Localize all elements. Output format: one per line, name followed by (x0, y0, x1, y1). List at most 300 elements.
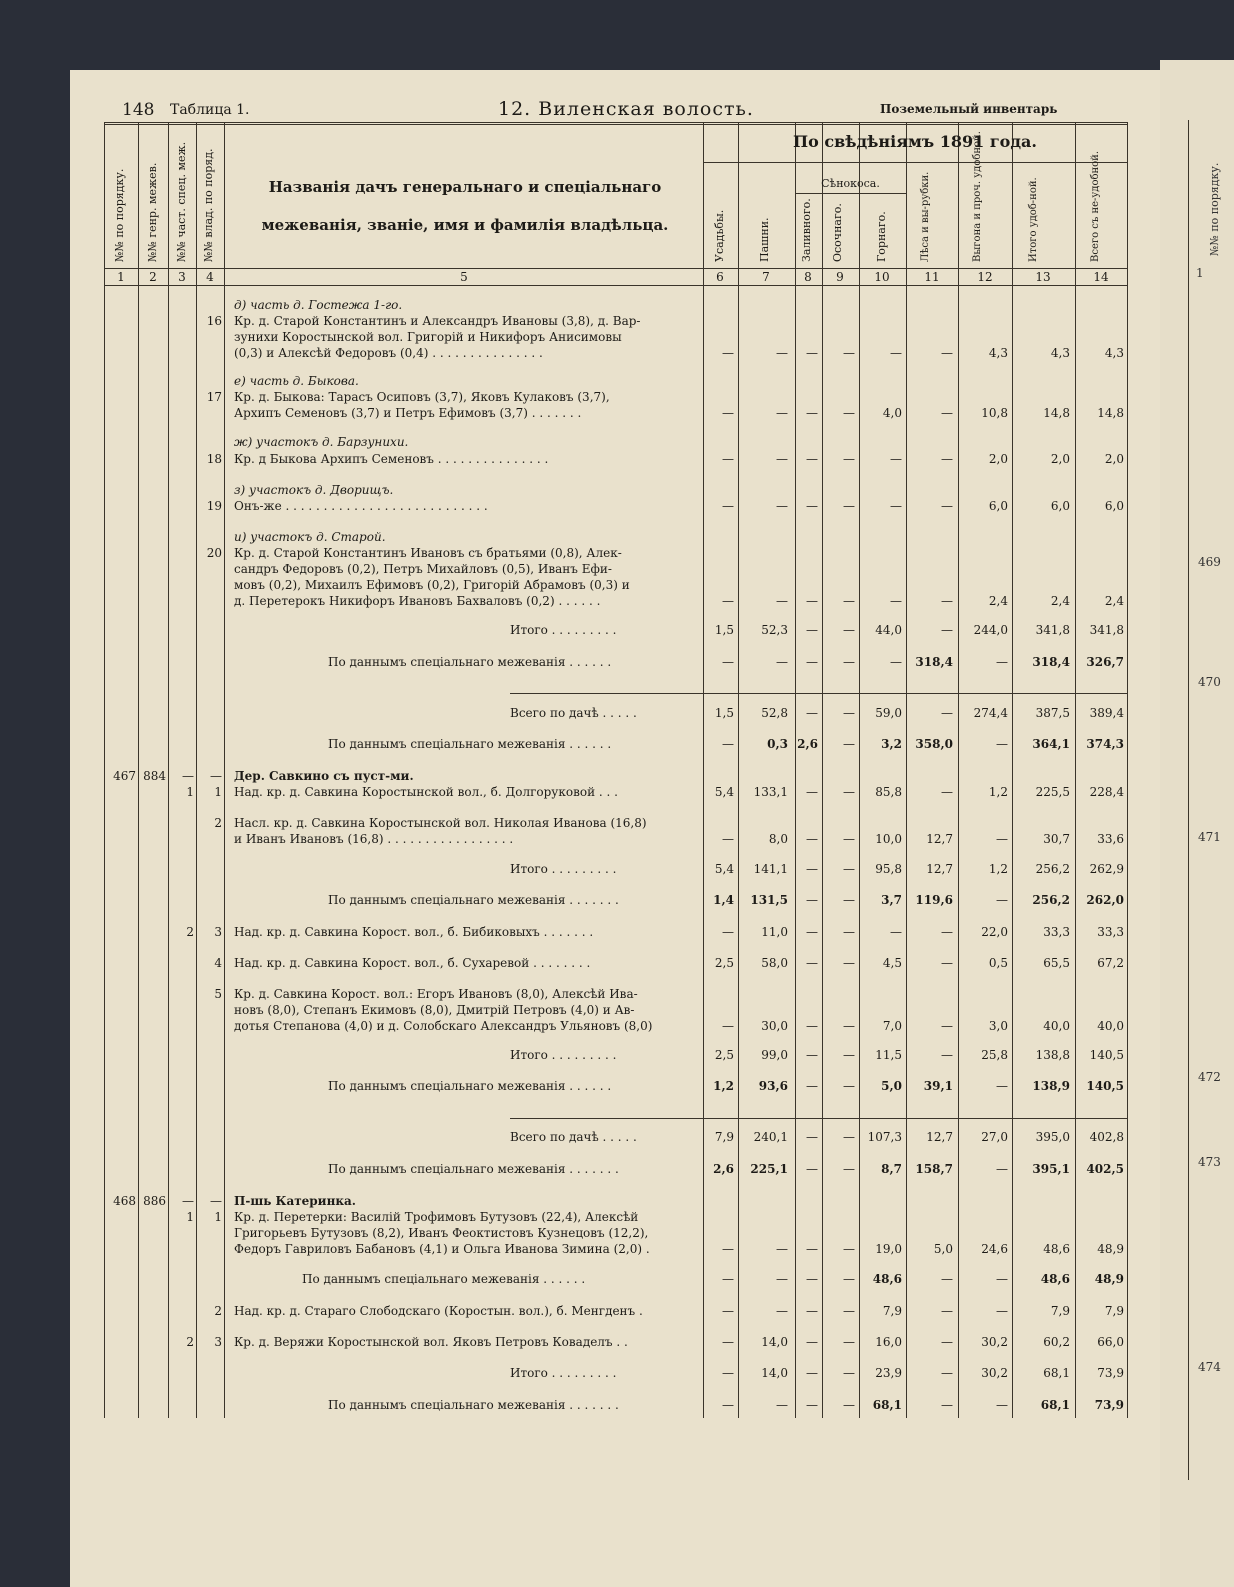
spec-no: 1 (186, 1210, 194, 1224)
value-cell: 68,1 (872, 1398, 902, 1412)
value-cell: — (941, 594, 953, 608)
column-rule (168, 122, 169, 1418)
value-cell: — (806, 346, 818, 360)
value-cell: — (843, 1366, 855, 1380)
value-cell: — (941, 1304, 953, 1318)
value-cell: 374,3 (1086, 737, 1124, 751)
entry-text: По даннымъ спеціальнаго межеванія . . . . . . . (328, 893, 619, 907)
row-no: 467 (113, 769, 136, 783)
value-cell: — (806, 594, 818, 608)
value-cell: — (722, 1366, 734, 1380)
value-cell: 158,7 (915, 1162, 953, 1176)
entry-text: Всего по дачѣ . . . . . (510, 1130, 637, 1144)
value-cell: 10,8 (981, 406, 1008, 420)
colhead-c5: Названія дачъ генеральнаго и спеціальнаго межеванія, званіе, имя и фамилія владѣльца. (261, 178, 669, 234)
colhead-c1: №№ по порядку. (113, 168, 126, 262)
value-cell: 262,0 (1086, 893, 1124, 907)
column-rule (196, 122, 197, 1418)
value-cell: 7,9 (714, 1130, 734, 1144)
owner-no: — (210, 1194, 222, 1208)
value-cell: — (806, 862, 818, 876)
value-cell: 7,0 (882, 1019, 902, 1033)
value-cell: — (941, 346, 953, 360)
value-cell: 12,7 (926, 862, 953, 876)
value-cell: 318,4 (915, 655, 953, 669)
entry-text: Онъ-же . . . . . . . . . . . . . . . . . . . . . . . . . . . (234, 499, 488, 513)
value-cell: 140,5 (1089, 1048, 1124, 1062)
entry-text: д) часть д. Гостежа 1-го. (234, 298, 403, 312)
value-cell: 326,7 (1086, 655, 1124, 669)
value-cell: — (776, 1398, 788, 1412)
spec-no: 2 (186, 1335, 194, 1349)
value-cell: — (722, 1335, 734, 1349)
value-cell: 16,0 (875, 1335, 902, 1349)
value-cell: — (806, 1130, 818, 1144)
value-cell: — (806, 1162, 818, 1176)
value-cell: 3,7 (881, 893, 902, 907)
value-cell: 240,1 (753, 1130, 788, 1144)
owner-no: — (210, 769, 222, 783)
value-cell: — (722, 925, 734, 939)
value-cell: — (722, 737, 734, 751)
value-cell: 33,3 (1043, 925, 1070, 939)
owner-no: 3 (214, 1335, 222, 1349)
value-cell: — (941, 623, 953, 637)
value-cell: — (996, 655, 1008, 669)
next-page-colhead: №№ по порядку. (1208, 162, 1221, 256)
group-rule (703, 162, 1127, 163)
value-cell: — (776, 655, 788, 669)
value-cell: 30,2 (981, 1335, 1008, 1349)
value-cell: — (843, 406, 855, 420)
value-cell: 25,8 (981, 1048, 1008, 1062)
value-cell: — (843, 1335, 855, 1349)
entry-text: Кр. д. Старой Константинъ и Александръ Ивановы (3,8), д. Вар- (234, 314, 641, 328)
value-cell: 95,8 (875, 862, 902, 876)
value-cell: 4,5 (882, 956, 902, 970)
entry-text: Кр. д. Старой Константинъ Ивановъ съ братьями (0,8), Алек- (234, 546, 622, 560)
entry-text: ж) участокъ д. Барзунихи. (234, 435, 409, 449)
value-cell: 7,9 (1050, 1304, 1070, 1318)
value-cell: — (843, 1272, 855, 1286)
value-cell: 30,7 (1043, 832, 1070, 846)
value-cell: — (941, 1366, 953, 1380)
value-cell: 1,5 (714, 706, 734, 720)
value-cell: 225,5 (1035, 785, 1070, 799)
entry-text: Федоръ Гавриловъ Бабановъ (4,1) и Ольга Иванова Зимина (2,0) . (234, 1242, 650, 1256)
owner-no: 20 (206, 546, 222, 560)
value-cell: 6,0 (1104, 499, 1124, 513)
value-cell: 107,3 (867, 1130, 902, 1144)
value-cell: — (806, 623, 818, 637)
value-cell: — (806, 1398, 818, 1412)
value-cell: 358,0 (915, 737, 953, 751)
value-cell: 140,5 (1086, 1079, 1124, 1093)
column-rule (1127, 122, 1128, 1418)
value-cell: 33,3 (1097, 925, 1124, 939)
value-cell: — (941, 706, 953, 720)
next-page-row-no: 473 (1198, 1155, 1221, 1169)
value-cell: 23,9 (875, 1366, 902, 1380)
value-cell: — (806, 893, 818, 907)
colnum: 1 (117, 270, 125, 284)
value-cell: — (806, 1242, 818, 1256)
entry-text: з) участокъ д. Дворищъ. (234, 483, 394, 497)
colhead-c12: Выгона и проч. удобной. (972, 131, 983, 262)
value-cell: — (941, 785, 953, 799)
value-cell: — (941, 1272, 953, 1286)
colhead-c6: Усадьбы. (713, 209, 726, 262)
value-cell: 93,6 (758, 1079, 788, 1093)
owner-no: 5 (214, 987, 222, 1001)
value-cell: — (843, 737, 855, 751)
value-cell: 59,0 (875, 706, 902, 720)
column-rule (1075, 122, 1076, 1418)
page-number: 148 (122, 100, 155, 120)
value-cell: — (806, 1335, 818, 1349)
value-cell: — (806, 452, 818, 466)
value-cell: 11,5 (875, 1048, 902, 1062)
value-cell: 387,5 (1035, 706, 1070, 720)
column-rule (906, 122, 907, 1418)
value-cell: 1,4 (713, 893, 734, 907)
spec-no: 1 (186, 785, 194, 799)
value-cell: 67,2 (1097, 956, 1124, 970)
next-page-row-no: 471 (1198, 830, 1221, 844)
colnum: 5 (460, 270, 468, 284)
value-cell: 133,1 (753, 785, 788, 799)
value-cell: 12,7 (926, 832, 953, 846)
column-rule (104, 122, 105, 1418)
colhead-hay: Сѣнокоса. (821, 177, 880, 190)
header-bottom-rule (104, 268, 1127, 269)
column-rule (958, 122, 959, 1418)
value-cell: 1,2 (988, 862, 1008, 876)
entry-text: Итого . . . . . . . . . (510, 1048, 617, 1062)
value-cell: 4,3 (988, 346, 1008, 360)
entry-text: (0,3) и Алексѣй Федоровъ (0,4) . . . . . . . . . . . . . . . (234, 346, 543, 360)
value-cell: — (843, 1398, 855, 1412)
value-cell: 14,8 (1043, 406, 1070, 420)
value-cell: — (843, 1304, 855, 1318)
value-cell: 66,0 (1097, 1335, 1124, 1349)
next-page-colnum: 1 (1196, 266, 1204, 280)
value-cell: 48,6 (1040, 1272, 1070, 1286)
entry-text: и) участокъ д. Старой. (234, 530, 386, 544)
value-cell: — (722, 452, 734, 466)
value-cell: 5,4 (714, 785, 734, 799)
value-cell: 14,0 (761, 1366, 788, 1380)
value-cell: — (941, 1398, 953, 1412)
value-cell: — (843, 706, 855, 720)
value-cell: 85,8 (875, 785, 902, 799)
colhead-c13: Итого удоб-ной. (1028, 177, 1039, 262)
column-rule (703, 122, 704, 1418)
value-cell: — (722, 832, 734, 846)
value-cell: — (996, 1272, 1008, 1286)
value-cell: 48,9 (1094, 1272, 1124, 1286)
value-cell: 2,6 (713, 1162, 734, 1176)
value-cell: — (722, 655, 734, 669)
value-cell: 68,1 (1040, 1398, 1070, 1412)
entry-text: д. Перетерокъ Никифоръ Ивановъ Бахваловъ (0,2) . . . . . . (234, 594, 601, 608)
value-cell: 6,0 (988, 499, 1008, 513)
value-cell: 48,9 (1097, 1242, 1124, 1256)
value-cell: — (890, 925, 902, 939)
value-cell: — (941, 1019, 953, 1033)
value-cell: 0,3 (767, 737, 788, 751)
value-cell: — (843, 594, 855, 608)
entry-text: По даннымъ спеціальнаго межеванія . . . . . . . (328, 1398, 619, 1412)
value-cell: 119,6 (915, 893, 953, 907)
gen-no: 884 (143, 769, 166, 783)
value-cell: — (996, 1398, 1008, 1412)
value-cell: — (722, 1242, 734, 1256)
entry-text: Над. кр. д. Савкина Корост. вол., б. Бибиковыхъ . . . . . . . (234, 925, 594, 939)
value-cell: — (843, 893, 855, 907)
value-cell: 228,4 (1089, 785, 1124, 799)
value-cell: 52,3 (761, 623, 788, 637)
value-cell: 22,0 (981, 925, 1008, 939)
colnum: 13 (1035, 270, 1051, 284)
value-cell: 395,1 (1032, 1162, 1070, 1176)
value-cell: — (941, 1048, 953, 1062)
colhead-c14: Всего съ не-удобной. (1090, 150, 1101, 262)
value-cell: 2,0 (988, 452, 1008, 466)
value-cell: 3,2 (881, 737, 902, 751)
colhead-c3: №№ част. спец. меж. (175, 141, 188, 262)
value-cell: 30,0 (761, 1019, 788, 1033)
value-cell: 225,1 (750, 1162, 788, 1176)
entry-text: зунихи Коростынской вол. Григорій и Никифоръ Анисимовы (234, 330, 622, 344)
value-cell: 24,6 (981, 1242, 1008, 1256)
colnum: 11 (924, 270, 940, 284)
table-label: Таблица 1. (170, 102, 250, 118)
colhead-c8: Заливного. (800, 198, 813, 262)
value-cell: — (996, 1162, 1008, 1176)
value-cell: 1,5 (714, 623, 734, 637)
gen-no: 886 (143, 1194, 166, 1208)
colnum: 9 (836, 270, 844, 284)
value-cell: — (776, 1272, 788, 1286)
owner-no: 17 (206, 390, 222, 404)
value-cell: 131,5 (750, 893, 788, 907)
value-cell: — (722, 499, 734, 513)
value-cell: — (722, 594, 734, 608)
value-cell: 27,0 (981, 1130, 1008, 1144)
entry-text: Итого . . . . . . . . . (510, 623, 617, 637)
entry-text: Архипъ Семеновъ (3,7) и Петръ Ефимовъ (3,7) . . . . . . . (234, 406, 582, 420)
next-page-edge (1160, 60, 1234, 1587)
value-cell: — (941, 452, 953, 466)
column-rule (224, 122, 225, 1418)
entry-text: Насл. кр. д. Савкина Коростынской вол. Николая Иванова (16,8) (234, 816, 647, 830)
colnum: 14 (1093, 270, 1109, 284)
value-cell: 395,0 (1035, 1130, 1070, 1144)
owner-no: 19 (206, 499, 222, 513)
value-cell: — (843, 1130, 855, 1144)
entry-text: Кр. д. Перетерки: Василій Трофимовъ Бутузовъ (22,4), Алексѣй (234, 1210, 639, 1224)
value-cell: 341,8 (1035, 623, 1070, 637)
value-cell: — (806, 925, 818, 939)
value-cell: 2,4 (1104, 594, 1124, 608)
entry-text: Кр. д. Савкина Корост. вол.: Егоръ Ивановъ (8,0), Алексѣй Ива- (234, 987, 638, 1001)
value-cell: 3,0 (988, 1019, 1008, 1033)
hay-rule (795, 193, 906, 194)
owner-no: 3 (214, 925, 222, 939)
value-cell: — (890, 655, 902, 669)
colhead-c9: Осочнаго. (831, 203, 844, 262)
value-cell: — (806, 1366, 818, 1380)
column-rule (738, 122, 739, 1418)
column-rule (138, 122, 139, 1418)
value-cell: — (722, 1398, 734, 1412)
entry-text: Кр. д. Быкова: Тарасъ Осиповъ (3,7), Яковъ Кулаковъ (3,7), (234, 390, 610, 404)
subtotal-rule (510, 693, 1127, 694)
colhead-c10: Горнаго. (875, 211, 888, 262)
value-cell: — (843, 1048, 855, 1062)
value-cell: — (843, 1162, 855, 1176)
entry-text: Дер. Савкино съ пуст-ми. (234, 769, 414, 783)
value-cell: — (843, 1242, 855, 1256)
value-cell: — (806, 1048, 818, 1062)
value-cell: — (843, 1079, 855, 1093)
value-cell: 30,2 (981, 1366, 1008, 1380)
value-cell: — (806, 499, 818, 513)
value-cell: 65,5 (1043, 956, 1070, 970)
spec-no: — (182, 1194, 194, 1208)
next-page-row-no: 470 (1198, 675, 1221, 689)
value-cell: 318,4 (1032, 655, 1070, 669)
value-cell: 33,6 (1097, 832, 1124, 846)
value-cell: 5,4 (714, 862, 734, 876)
owner-no: 18 (206, 452, 222, 466)
value-cell: — (843, 956, 855, 970)
value-cell: 0,5 (988, 956, 1008, 970)
owner-no: 1 (214, 785, 222, 799)
value-cell: 2,0 (1050, 452, 1070, 466)
colnum: 7 (762, 270, 770, 284)
value-cell: — (843, 499, 855, 513)
colhead-c4: №№ влад. по поряд. (202, 148, 215, 262)
value-cell: — (806, 832, 818, 846)
value-cell: 8,7 (881, 1162, 902, 1176)
value-cell: 274,4 (973, 706, 1008, 720)
value-cell: — (941, 1335, 953, 1349)
value-cell: 141,1 (753, 862, 788, 876)
value-cell: 2,4 (1050, 594, 1070, 608)
entry-text: По даннымъ спеціальнаго межеванія . . . . . . (328, 737, 612, 751)
colhead-c11: Лѣса и вы-рубки. (920, 171, 931, 262)
column-rule (1012, 122, 1013, 1418)
value-cell: — (776, 594, 788, 608)
value-cell: 40,0 (1043, 1019, 1070, 1033)
value-cell: — (890, 594, 902, 608)
value-cell: — (843, 785, 855, 799)
spec-no: — (182, 769, 194, 783)
value-cell: — (843, 925, 855, 939)
column-rule (795, 122, 796, 1418)
value-cell: 5,0 (881, 1079, 902, 1093)
value-cell: — (843, 832, 855, 846)
entry-text: Григорьевъ Бутузовъ (8,2), Иванъ Феоктистовъ Кузнецовъ (12,2), (234, 1226, 649, 1240)
value-cell: 2,4 (988, 594, 1008, 608)
value-cell: 6,0 (1050, 499, 1070, 513)
value-cell: — (776, 499, 788, 513)
value-cell: — (843, 346, 855, 360)
value-cell: 12,7 (926, 1130, 953, 1144)
value-cell: 48,6 (1043, 1242, 1070, 1256)
value-cell: — (890, 346, 902, 360)
row-no: 468 (113, 1194, 136, 1208)
value-cell: — (996, 1304, 1008, 1318)
value-cell: — (843, 1019, 855, 1033)
value-cell: — (941, 499, 953, 513)
value-cell: 262,9 (1089, 862, 1124, 876)
value-cell: 402,5 (1086, 1162, 1124, 1176)
owner-no: 2 (214, 816, 222, 830)
value-cell: — (941, 406, 953, 420)
entry-text: мовъ (0,2), Михаилъ Ефимовъ (0,2), Григорій Абрамовъ (0,3) и (234, 578, 630, 592)
owner-no: 4 (214, 956, 222, 970)
value-cell: 10,0 (875, 832, 902, 846)
value-cell: 2,0 (1104, 452, 1124, 466)
value-cell: 7,9 (1104, 1304, 1124, 1318)
value-cell: — (806, 655, 818, 669)
value-cell: 341,8 (1089, 623, 1124, 637)
value-cell: — (996, 737, 1008, 751)
value-cell: 40,0 (1097, 1019, 1124, 1033)
entry-text: Над. кр. д. Савкина Корост. вол., б. Сухаревой . . . . . . . . (234, 956, 591, 970)
value-cell: 60,2 (1043, 1335, 1070, 1349)
column-rule (859, 122, 860, 1418)
value-cell: 48,6 (872, 1272, 902, 1286)
colhead-group: По свѣдѣніямъ 1891 года. (793, 132, 1037, 151)
table-top-rule-2 (104, 124, 1127, 125)
value-cell: 364,1 (1032, 737, 1070, 751)
value-cell: 1,2 (713, 1079, 734, 1093)
entry-text: По даннымъ спеціальнаго межеванія . . . . . . (302, 1272, 586, 1286)
value-cell: — (776, 1242, 788, 1256)
next-page-rule (1188, 120, 1189, 1480)
value-cell: 11,0 (761, 925, 788, 939)
table-top-rule (104, 122, 1127, 123)
entry-text: Итого . . . . . . . . . (510, 862, 617, 876)
value-cell: 52,8 (761, 706, 788, 720)
value-cell: 4,3 (1104, 346, 1124, 360)
value-cell: 4,3 (1050, 346, 1070, 360)
value-cell: 2,5 (714, 1048, 734, 1062)
value-cell: 256,2 (1035, 862, 1070, 876)
value-cell: 2,5 (714, 956, 734, 970)
value-cell: 4,0 (882, 406, 902, 420)
value-cell: — (843, 862, 855, 876)
entry-text: Над. кр. д. Савкина Коростынской вол., б. Долгоруковой . . . (234, 785, 618, 799)
value-cell: — (996, 1079, 1008, 1093)
next-page-row-no: 472 (1198, 1070, 1221, 1084)
value-cell: 138,9 (1032, 1079, 1070, 1093)
value-cell: 1,2 (988, 785, 1008, 799)
page-title: 12. Виленская волость. (498, 98, 754, 120)
value-cell: — (806, 785, 818, 799)
next-page-row-no: 474 (1198, 1360, 1221, 1374)
value-cell: — (941, 956, 953, 970)
entry-text: новъ (8,0), Степанъ Екимовъ (8,0), Дмитрій Петровъ (4,0) и Ав- (234, 1003, 635, 1017)
colnum: 10 (874, 270, 890, 284)
value-cell: 138,8 (1035, 1048, 1070, 1062)
colnum: 12 (977, 270, 993, 284)
value-cell: — (843, 452, 855, 466)
